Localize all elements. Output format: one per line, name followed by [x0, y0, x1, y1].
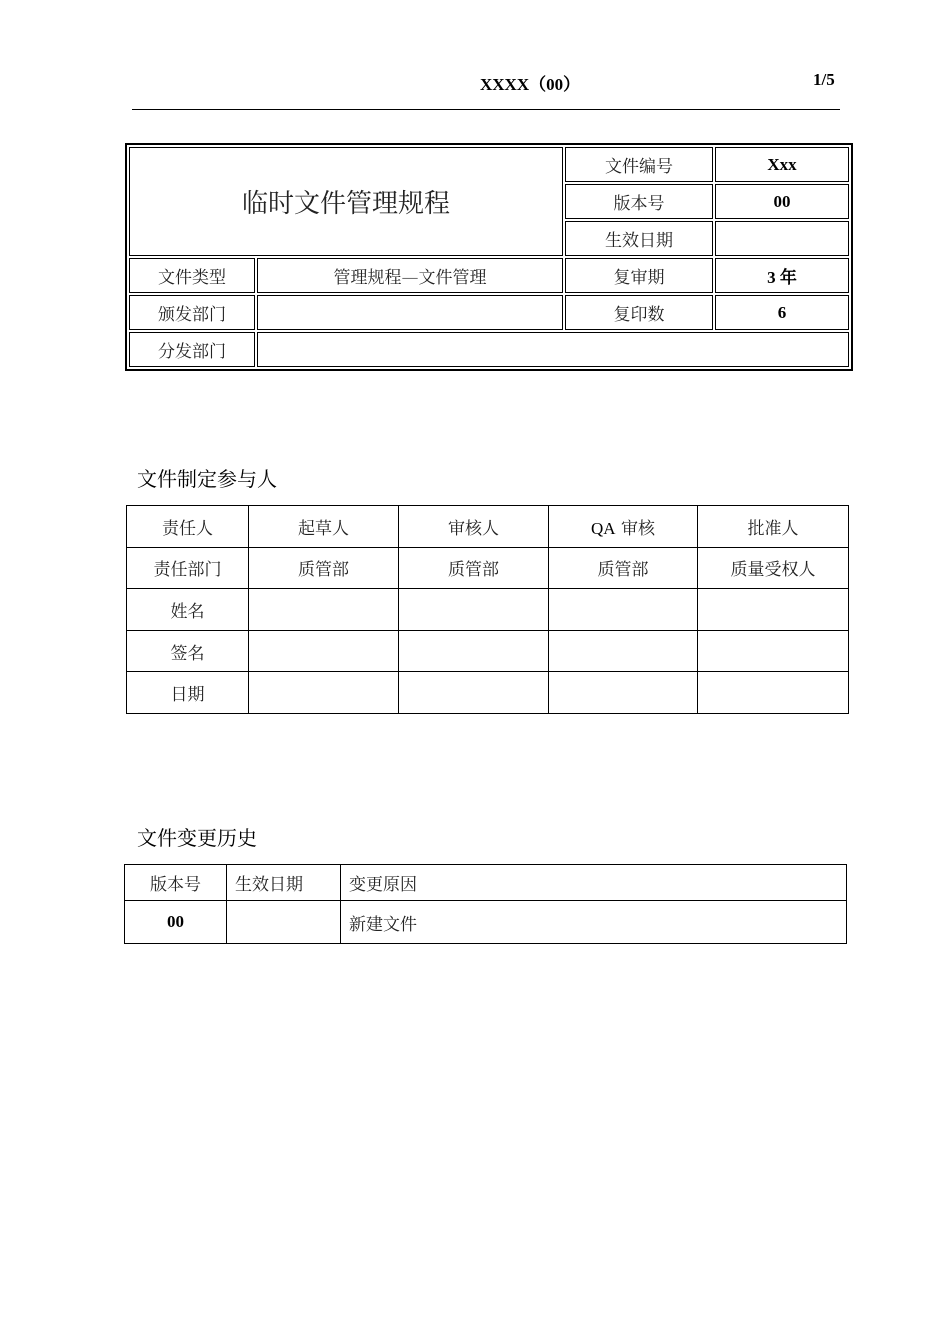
- issue-dept-label: 颁发部门: [129, 295, 255, 330]
- empty-cell: [698, 589, 849, 631]
- header-cell-qa: QA 审核: [549, 506, 698, 548]
- dept-cell: 质管部: [549, 547, 698, 589]
- dist-dept-value: [257, 332, 849, 367]
- row-label: 日期: [127, 672, 249, 714]
- empty-cell: [399, 672, 549, 714]
- dist-dept-label: 分发部门: [129, 332, 255, 367]
- header-cell: 变更原因: [341, 865, 847, 901]
- history-title: 文件变更历史: [137, 826, 257, 850]
- header-cell: 责任人: [127, 506, 249, 548]
- dept-cell: 质管部: [399, 547, 549, 589]
- participants-header-row: [127, 506, 849, 548]
- copies-value: 6: [715, 295, 849, 330]
- empty-cell: [399, 630, 549, 672]
- participants-name-row: [127, 589, 849, 631]
- header-rule: [132, 109, 840, 110]
- history-date: [227, 901, 341, 944]
- doc-no-label: 文件编号: [565, 147, 713, 182]
- document-info-table: [125, 143, 853, 371]
- doc-type-label: 文件类型: [129, 258, 255, 293]
- history-row: [125, 901, 847, 944]
- empty-cell: [249, 630, 399, 672]
- dept-cell: 质量受权人: [698, 547, 849, 589]
- history-reason: 新建文件: [341, 901, 847, 944]
- review-period-value: 3 年: [715, 258, 849, 293]
- empty-cell: [249, 589, 399, 631]
- empty-cell: [549, 630, 698, 672]
- doc-type-value: 管理规程—文件管理: [257, 258, 563, 293]
- page-number: 1/5: [813, 70, 835, 89]
- history-table: [124, 864, 847, 944]
- doc-no-value: Xxx: [715, 147, 849, 182]
- copies-label: 复印数: [565, 295, 713, 330]
- header-cell: 批准人: [698, 506, 849, 548]
- empty-cell: [698, 672, 849, 714]
- history-version: 00: [125, 901, 227, 944]
- row-label: 姓名: [127, 589, 249, 631]
- header-cell: 起草人: [249, 506, 399, 548]
- empty-cell: [549, 672, 698, 714]
- review-period-label: 复审期: [565, 258, 713, 293]
- participants-date-row: [127, 672, 849, 714]
- header-cell: 审核人: [399, 506, 549, 548]
- participants-title: 文件制定参与人: [137, 467, 277, 491]
- dept-cell: 质管部: [249, 547, 399, 589]
- header-cell: 生效日期: [227, 865, 341, 901]
- participants-table: [126, 505, 849, 714]
- dept-cell: 责任部门: [127, 547, 249, 589]
- effective-date-value: [715, 221, 849, 256]
- participants-signature-row: [127, 630, 849, 672]
- empty-cell: [249, 672, 399, 714]
- empty-cell: [698, 630, 849, 672]
- effective-date-label: 生效日期: [565, 221, 713, 256]
- history-header-row: [125, 865, 847, 901]
- participants-dept-row: [127, 547, 849, 589]
- document-title: 临时文件管理规程: [129, 147, 563, 256]
- document-code: XXXX（00）: [480, 75, 581, 94]
- empty-cell: [399, 589, 549, 631]
- issue-dept-value: [257, 295, 563, 330]
- empty-cell: [549, 589, 698, 631]
- row-label: 签名: [127, 630, 249, 672]
- version-label: 版本号: [565, 184, 713, 219]
- header-cell: 版本号: [125, 865, 227, 901]
- version-value: 00: [715, 184, 849, 219]
